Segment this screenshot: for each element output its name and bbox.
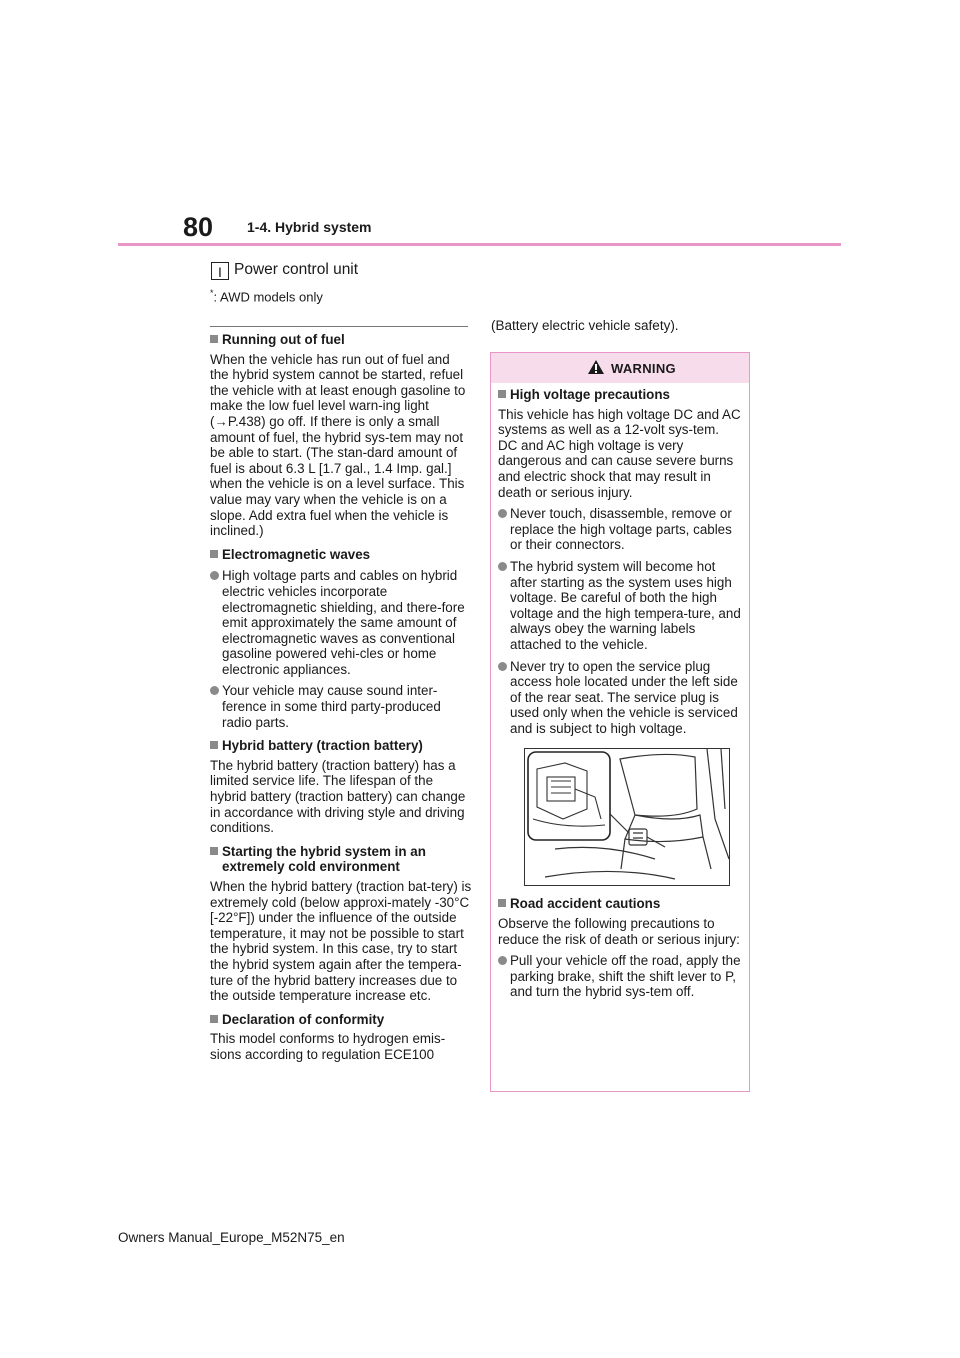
warning-box [490, 352, 750, 1092]
rear-seat-drawing [525, 749, 729, 885]
round-bullet-icon [498, 509, 507, 518]
round-bullet-icon [498, 662, 507, 671]
list-item: Pull your vehicle off the road, apply the parking brake, shift the shift lever to P, and turn the hybrid sys-tem off. [498, 953, 742, 1000]
section-heading: Electromagnetic waves [210, 547, 472, 563]
section-heading: Declaration of conformity [210, 1012, 472, 1028]
section-title: 1-4. Hybrid system [247, 219, 372, 235]
footnote [210, 288, 323, 304]
callout-letter: I [211, 262, 229, 280]
section-heading: Running out of fuel [210, 332, 472, 348]
warning-title: WARNING [611, 361, 676, 376]
square-bullet-icon [210, 335, 218, 343]
warning-triangle-icon [587, 359, 605, 375]
callout-label: Power control unit [234, 261, 359, 278]
list-item: Never touch, disassemble, remove or replace the high voltage parts, cables or their connectors. [498, 506, 742, 553]
service-plug-illustration [524, 748, 730, 886]
warning-body [491, 383, 749, 1000]
round-bullet-icon [210, 571, 219, 580]
column-divider [210, 326, 468, 327]
continuation-text: (Battery electric vehicle safety). [491, 318, 679, 333]
paragraph: The hybrid battery (traction battery) has a limited service life. The lifespan of the hybrid battery (traction battery) can change in accordance with driving style and driving conditions. [210, 757, 466, 836]
header-rule [118, 243, 841, 246]
round-bullet-icon [498, 562, 507, 571]
paragraph: This model conforms to hydrogen emis-sions according to regulation ECE100 [210, 1031, 446, 1062]
paragraph: Observe the following precautions to reduce the risk of death or serious injury: [498, 916, 740, 947]
warning-header [491, 353, 749, 383]
paragraph: When the vehicle has run out of fuel and the hybrid system cannot be started, refuel the vehicle with at least enough gasoline to make the low fuel level warn-ing light (→P.438) go off. If there is only a small amount of fuel, the hybrid sys-tem may not be able to start. (The stan-dard amount of fuel is about 6.3 L [1.7 gal., 1.4 Imp. gal.] when the vehicle is on a level surface. This value may vary when the vehicle is on a slope. Add extra fuel when the vehicle is inclined.) [210, 351, 466, 539]
section-heading: Starting the hybrid system in an extremely cold environment [210, 844, 472, 875]
square-bullet-icon [210, 847, 218, 855]
square-bullet-icon [210, 550, 218, 558]
paragraph: When the hybrid battery (traction bat-tery) is extremely cold (below approxi-mately -30°C [-22°F]) under the influence of the outside temperature, it may not be possible to start the hybrid system. In this case, try to start the hybrid system again after the tempera-ture of the hybrid battery increases due to the outside temperature increase etc. [210, 879, 472, 1004]
left-column [210, 332, 472, 1063]
square-bullet-icon [210, 741, 218, 749]
square-bullet-icon [210, 1015, 218, 1023]
square-bullet-icon [498, 899, 506, 907]
square-bullet-icon [498, 390, 506, 398]
section-heading: High voltage precautions [498, 387, 742, 403]
page-number: 80 [183, 212, 214, 242]
list-item: Your vehicle may cause sound inter-ference in some third party-produced radio parts. [210, 683, 472, 730]
section-heading: Road accident cautions [498, 896, 742, 912]
paragraph: This vehicle has high voltage DC and AC systems as well as a 12-volt sys-tem. DC and AC high voltage is very dangerous and can cause severe burns and electric shock that may result in death or serious injury. [498, 406, 741, 500]
round-bullet-icon [498, 956, 507, 965]
footer-text: Owners Manual_Europe_M52N75_en [118, 1230, 345, 1245]
footnote-marker: * [210, 288, 214, 298]
list-item: High voltage parts and cables on hybrid electric vehicles incorporate electromagnetic shielding, and there-fore emit approximately the same amount of electromagnetic waves as conventional gasoline powered vehi-cles or home electronic appliances. [210, 568, 472, 677]
list-item: Never try to open the service plug access hole located under the left side of the rear seat. The service plug is used only when the vehicle is serviced and is subject to high voltage. [498, 659, 742, 737]
footnote-text: : AWD models only [213, 289, 323, 305]
round-bullet-icon [210, 686, 219, 695]
list-item: The hybrid system will become hot after starting as the system uses high voltage. Be careful of both the high voltage and the high tempera-ture, and always obey the warning labels attached to the vehicle. [498, 559, 742, 653]
section-heading: Hybrid battery (traction battery) [210, 738, 472, 754]
